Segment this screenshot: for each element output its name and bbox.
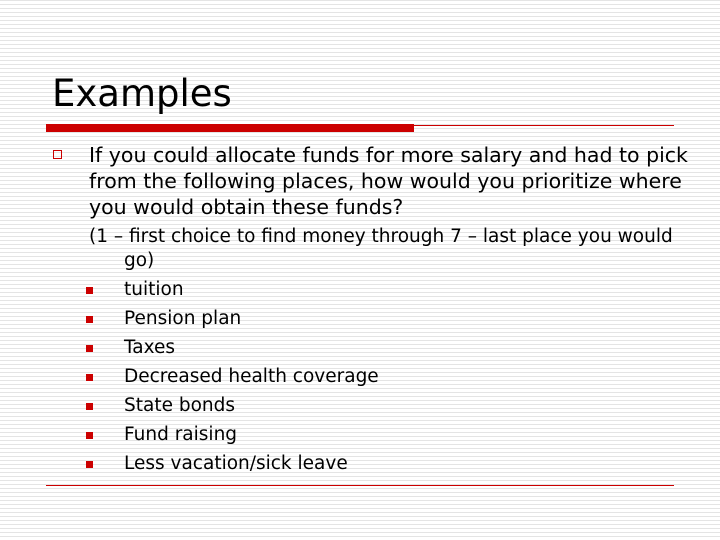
list-item (86, 275, 379, 304)
option-label: tuition (124, 279, 184, 300)
filled-square-bullet-icon (86, 403, 93, 410)
hollow-square-bullet-icon (53, 150, 62, 159)
list-item (86, 333, 379, 362)
list-item (86, 304, 379, 333)
main-question: If you could allocate funds for more salary and had to pick from the following places, how would you prioritize where you would obtain these funds? (89, 143, 688, 219)
title-divider-thick (46, 124, 414, 132)
filled-square-bullet-icon (86, 316, 93, 323)
option-label: Pension plan (124, 308, 242, 329)
filled-square-bullet-icon (86, 374, 93, 381)
options-list (86, 275, 379, 478)
option-label: Fund raising (124, 424, 238, 445)
filled-square-bullet-icon (86, 287, 93, 294)
slide-title: Examples (52, 72, 232, 115)
filled-square-bullet-icon (86, 345, 93, 352)
option-label: Less vacation/sick leave (124, 453, 348, 474)
filled-square-bullet-icon (86, 432, 93, 439)
filled-square-bullet-icon (86, 461, 93, 468)
list-item (86, 420, 379, 449)
option-label: Taxes (124, 337, 175, 358)
list-item (86, 449, 379, 478)
option-label: State bonds (124, 395, 236, 416)
bottom-divider (46, 485, 674, 486)
option-label: Decreased health coverage (124, 366, 379, 387)
list-item (86, 391, 379, 420)
list-item (86, 362, 379, 391)
ranking-instructions: (1 – first choice to find money through 7 – last place you would go) (89, 226, 673, 271)
